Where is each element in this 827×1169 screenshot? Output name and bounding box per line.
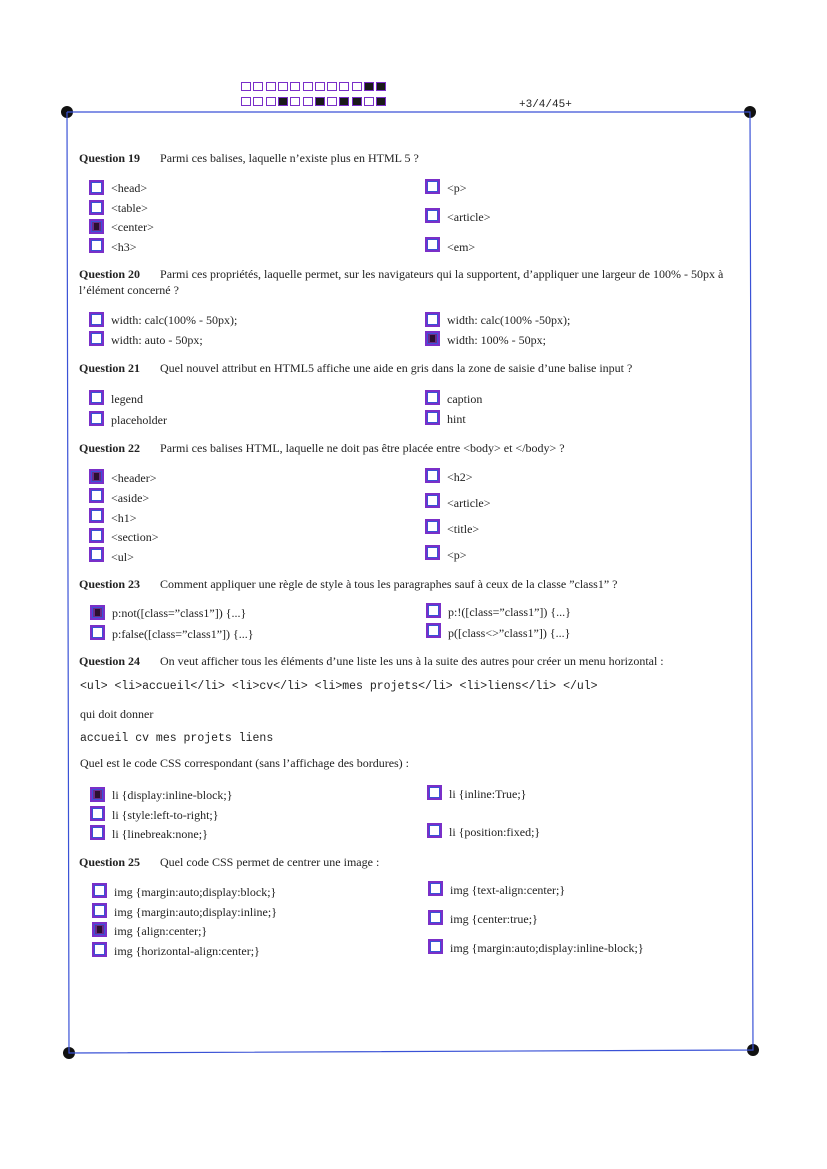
barcode-cell [290,97,300,106]
answer-label: placeholder [111,413,167,427]
question-number: Question 23 [79,577,141,591]
barcode-cell [327,97,337,106]
answer-label: img {margin:auto;display:inline-block;} [450,941,644,955]
answer-checkbox[interactable] [425,390,440,405]
barcode-cell [253,97,263,106]
answer-label: width: calc(100% - 50px); [111,313,238,327]
answer-label: <h1> [111,511,137,525]
answer-checkbox-checked[interactable] [92,922,107,937]
answer-label: <table> [111,201,148,215]
page-code: +3/4/45+ [519,99,572,111]
barcode-cell [266,97,276,106]
answer-label: li {display:inline-block;} [112,788,233,802]
answer-label: img {horizontal-align:center;} [114,944,260,958]
answer-label: <title> [447,522,480,536]
answer-label: p:not([class=”class1”]) {...} [112,606,247,620]
barcode-cell [253,82,263,91]
code-snippet-html: <ul> <li>accueil</li> <li>cv</li> <li>mes projets</li> <li>liens</li> </ul> [80,680,598,693]
question-21 [79,360,744,376]
answer-checkbox[interactable] [89,331,104,346]
answer-checkbox[interactable] [425,312,440,327]
answer-checkbox[interactable] [425,519,440,534]
answer-label: <head> [111,181,148,195]
answer-label: <aside> [111,491,150,505]
answer-label: <h3> [111,240,137,254]
answer-checkbox[interactable] [89,528,104,543]
question-19 [79,150,744,166]
answer-checkbox[interactable] [90,825,105,840]
question-22 [79,440,744,456]
answer-checkbox-checked[interactable] [89,219,104,234]
answer-label: li {position:fixed;} [449,825,541,839]
answer-label: <h2> [447,470,473,484]
answer-label: <p> [447,548,467,562]
answer-label: img {margin:auto;display:block;} [114,885,277,899]
question-text: Parmi ces balises HTML, laquelle ne doit pas être placée entre <body> et </body> ? [160,441,565,455]
answer-label: width: auto - 50px; [111,333,203,347]
question-number: Question 19 [79,151,141,165]
answer-label: legend [111,392,143,406]
answer-label: <ul> [111,550,134,564]
answer-label: caption [447,392,483,406]
answer-label: p:!([class=”class1”]) {...} [448,605,571,619]
answer-checkbox[interactable] [90,625,105,640]
answer-checkbox[interactable] [425,410,440,425]
answer-checkbox-checked[interactable] [425,331,440,346]
answer-checkbox[interactable] [425,468,440,483]
barcode-cell [241,82,251,91]
question-number: Question 24 [79,654,141,668]
barcode-cell [303,97,313,106]
answer-checkbox[interactable] [425,545,440,560]
barcode-cell [278,97,288,106]
barcode-cell [376,97,386,106]
answer-label: <p> [447,181,467,195]
question-number: Question 20 [79,267,141,281]
question-text-continuation: Quel est le code CSS correspondant (sans l’affichage des bordures) : [80,756,410,770]
question-20 [79,266,744,298]
answer-checkbox[interactable] [89,312,104,327]
answer-checkbox[interactable] [92,903,107,918]
answer-checkbox[interactable] [89,547,104,562]
answer-checkbox[interactable] [89,411,104,426]
question-text: Parmi ces propriétés, laquelle permet, sur les navigateurs qui la supportent, d’appliquer une largeur de 100% - 50px à l’élément concerné ? [79,267,724,297]
answer-checkbox[interactable] [427,823,442,838]
question-number: Question 25 [79,855,141,869]
question-text: On veut afficher tous les éléments d’une liste les uns à la suite des autres pour créer un menu horizontal : [160,654,664,668]
question-24 [79,653,744,669]
barcode-cell [364,82,374,91]
barcode-cell [278,82,288,91]
answer-checkbox[interactable] [425,493,440,508]
answer-label: <article> [447,210,491,224]
barcode-cell [315,97,325,106]
question-text: Parmi ces balises, laquelle n’existe plus en HTML 5 ? [160,151,419,165]
barcode-cell [339,82,349,91]
answer-label: li {inline:True;} [449,787,527,801]
answer-checkbox[interactable] [89,200,104,215]
answer-label: <center> [111,220,154,234]
answer-checkbox-checked[interactable] [89,469,104,484]
barcode-cell [339,97,349,106]
answer-checkbox[interactable] [89,488,104,503]
answer-checkbox-checked[interactable] [90,787,105,802]
barcode [241,82,391,112]
answer-label: img {margin:auto;display:inline;} [114,905,277,919]
answer-checkbox[interactable] [89,508,104,523]
answer-checkbox[interactable] [428,881,443,896]
answer-label: img {center:true;} [450,912,538,926]
answer-label: img {align:center;} [114,924,208,938]
barcode-cell [315,82,325,91]
answer-checkbox[interactable] [425,237,440,252]
answer-checkbox[interactable] [90,806,105,821]
barcode-cell [376,82,386,91]
answer-label: <article> [447,496,491,510]
question-text-continuation: qui doit donner [80,707,154,721]
answer-label: width: 100% - 50px; [447,333,546,347]
answer-label: <section> [111,530,159,544]
answer-checkbox[interactable] [89,390,104,405]
question-text: Quel nouvel attribut en HTML5 affiche une aide en gris dans la zone de saisie d’une balise input ? [160,361,633,375]
answer-checkbox[interactable] [92,942,107,957]
answer-checkbox[interactable] [89,238,104,253]
question-text: Quel code CSS permet de centrer une image : [160,855,380,869]
barcode-cell [303,82,313,91]
answer-label: <header> [111,471,157,485]
code-snippet-output: accueil cv mes projets liens [80,732,274,745]
answer-checkbox[interactable] [425,179,440,194]
answer-label: li {style:left-to-right;} [112,808,219,822]
answer-checkbox-checked[interactable] [90,605,105,620]
answer-label: p:false([class=”class1”]) {...} [112,627,254,641]
answer-label: width: calc(100% -50px); [447,313,571,327]
answer-label: img {text-align:center;} [450,883,566,897]
question-number: Question 22 [79,441,141,455]
answer-checkbox[interactable] [427,785,442,800]
question-text: Comment appliquer une règle de style à tous les paragraphes sauf à ceux de la classe ”class1” ? [160,577,618,591]
barcode-cell [266,82,276,91]
answer-label: li {linebreak:none;} [112,827,208,841]
answer-checkbox[interactable] [89,180,104,195]
barcode-cell [241,97,251,106]
question-23 [79,576,744,592]
answer-checkbox[interactable] [426,623,441,638]
answer-checkbox[interactable] [92,883,107,898]
answer-label: <em> [447,240,476,254]
answer-checkbox[interactable] [425,208,440,223]
question-number: Question 21 [79,361,141,375]
barcode-cell [327,82,337,91]
answer-checkbox[interactable] [426,603,441,618]
barcode-cell [364,97,374,106]
barcode-cell [290,82,300,91]
answer-label: hint [447,412,466,426]
answer-checkbox[interactable] [428,910,443,925]
answer-label: p([class<>”class1”]) {...} [448,626,571,640]
question-25 [79,854,744,870]
answer-checkbox[interactable] [428,939,443,954]
barcode-cell [352,82,362,91]
barcode-cell [352,97,362,106]
